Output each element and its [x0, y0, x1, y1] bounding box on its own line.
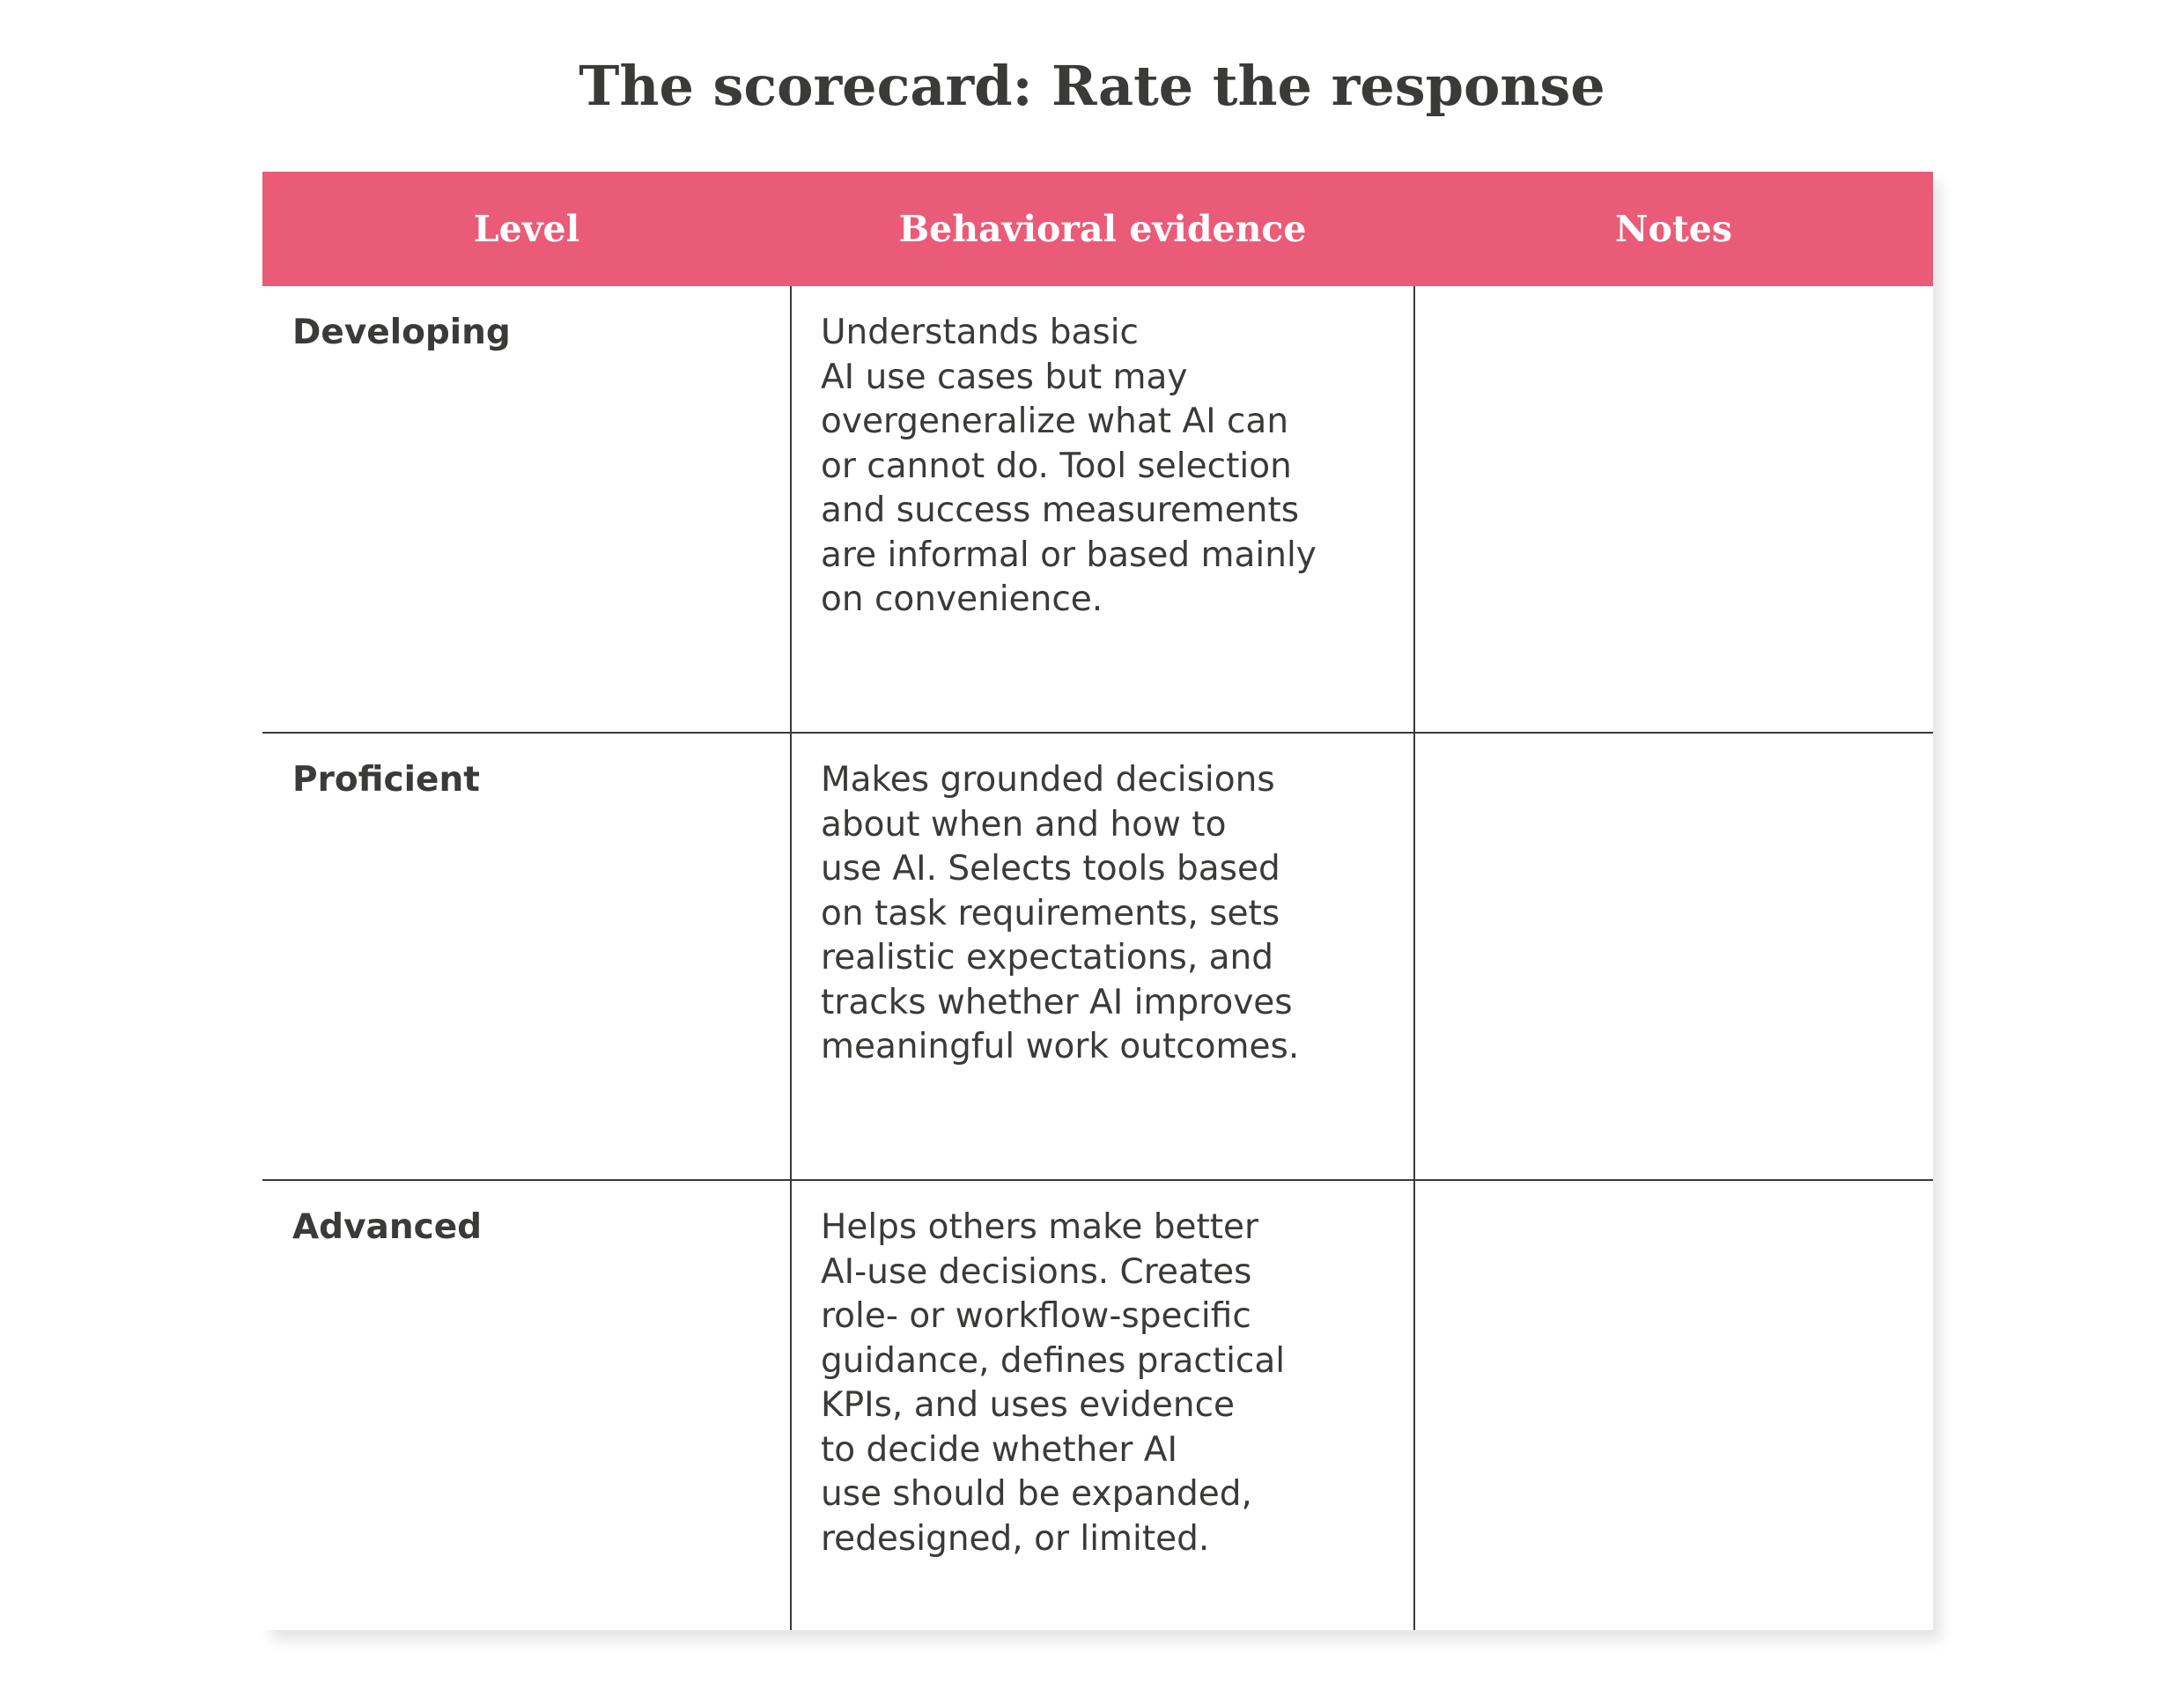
- scorecard-table: [262, 172, 1933, 1630]
- level-developing: Developing: [292, 313, 511, 352]
- notes-advanced[interactable]: [1415, 1181, 1933, 1630]
- column-header-behavioral-evidence: Behavioral evidence: [898, 208, 1307, 250]
- evidence-advanced: Helps others make better AI-use decisions. Creates role- or workflow-specific guidance, defines practical KPIs, and uses evidence to decide whether AI use should be expanded, redesigned, or limited.: [821, 1207, 1286, 1559]
- notes-developing[interactable]: [1415, 288, 1933, 732]
- evidence-proficient: Makes grounded decisions about when and how to use AI. Selects tools based on task requirements, sets realistic expectations, and tracks whether AI improves meaningful work outcomes.: [821, 760, 1300, 1066]
- level-advanced: Advanced: [292, 1207, 483, 1247]
- level-proficient: Proficient: [292, 760, 480, 800]
- notes-proficient[interactable]: [1415, 734, 1933, 1179]
- column-header-level: Level: [473, 208, 580, 250]
- column-header-notes: Notes: [1615, 208, 1732, 250]
- evidence-developing: Understands basic AI use cases but may overgeneralize what AI can or cannot do. Tool selection and success measurements are informal or based mainly on convenience.: [821, 313, 1317, 619]
- column-divider: [790, 286, 792, 1630]
- table-header-row: [262, 172, 1933, 286]
- page-title: The scorecard: Rate the response: [579, 54, 1605, 118]
